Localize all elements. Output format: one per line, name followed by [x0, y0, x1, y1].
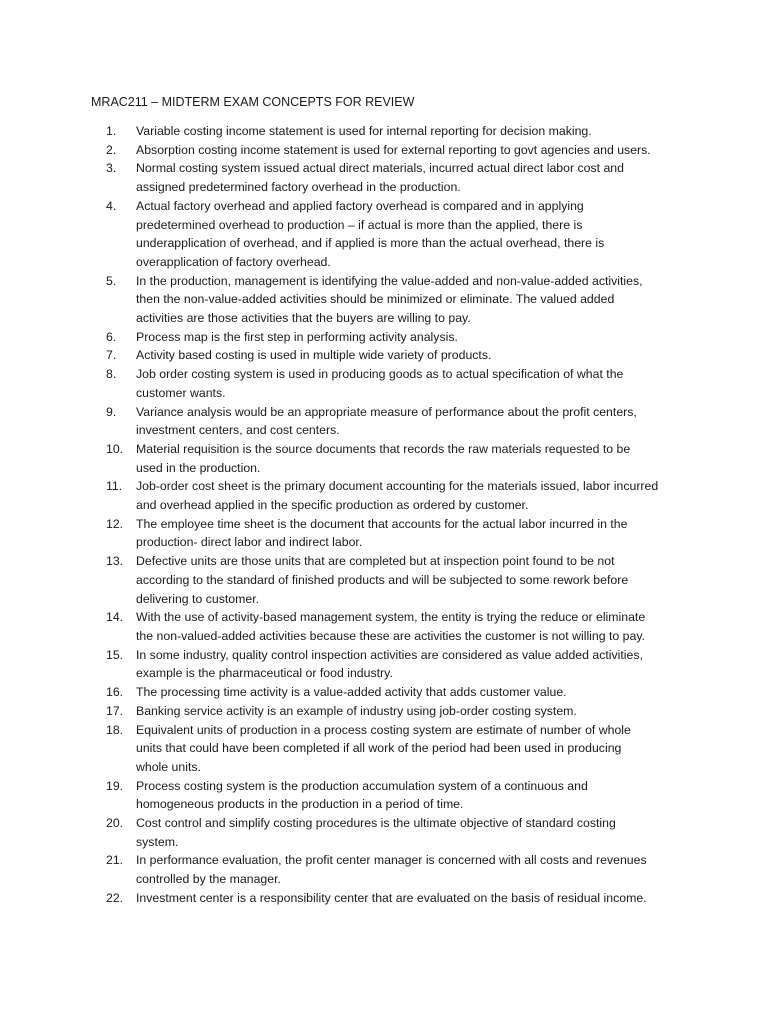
list-item-number-cell: [91, 646, 136, 683]
list-item: [91, 777, 691, 814]
list-item-text: Defective units are those units that are completed but at inspection point found to be not according to the standard of finished products and will be subjected to some rework before delivering to customer.: [136, 554, 629, 606]
list-item-number-cell: [91, 721, 136, 777]
list-item: [91, 552, 691, 608]
list-item-text: In performance evaluation, the profit center manager is concerned with all costs and revenues controlled by the manager.: [136, 853, 647, 887]
list-item-number: 4.: [106, 198, 117, 213]
list-item-number: 19.: [106, 778, 124, 793]
list-item-number-cell: [91, 440, 136, 477]
list-item-text: Variance analysis would be an appropriate measure of performance about the profit centers, investment centers, and cost centers.: [136, 404, 637, 438]
list-item-number-cell: [91, 159, 136, 196]
list-item-number: 1.: [106, 124, 117, 138]
list-item: [91, 197, 691, 272]
list-item-number-cell: [91, 346, 136, 365]
list-item-number-cell: [91, 197, 136, 272]
list-item: [91, 515, 691, 552]
list-item-number-cell: [91, 365, 136, 402]
list-item-text: Investment center is a responsibility center that are evaluated on the basis of residual income.: [136, 890, 647, 905]
list-item-number: 11.: [106, 479, 123, 494]
list-item: [91, 646, 691, 683]
list-item-number: 7.: [106, 348, 117, 363]
list-item: [91, 122, 691, 141]
list-item-text: Variable costing income statement is used for internal reporting for decision making.: [136, 124, 592, 138]
list-item-number: 3.: [106, 161, 117, 176]
list-item-number-cell: [91, 141, 136, 160]
list-item-number: 18.: [106, 722, 124, 737]
list-item: [91, 814, 691, 851]
list-item-number-cell: [91, 851, 136, 888]
list-item-number: 14.: [106, 610, 124, 625]
list-item-text: In the production, management is identifying the value-added and non-value-added activities, then the non-value-added activities should be minimized or eliminate. The valued added activities are those activities that the buyers are willing to pay.: [136, 273, 643, 326]
list-item-number: 10.: [106, 441, 124, 456]
list-item: [91, 141, 691, 160]
list-item-text: Normal costing system issued actual direct materials, incurred actual direct labor cost and assigned predetermined factory overhead in the production.: [136, 161, 624, 195]
list-item: [91, 608, 691, 645]
list-item: [91, 477, 691, 514]
list-item-number: 21.: [106, 853, 124, 868]
document-title: MRAC211 – MIDTERM EXAM CONCEPTS FOR REVIEW: [91, 95, 415, 109]
list-item-number-cell: [91, 328, 136, 347]
list-item-text: In some industry, quality control inspection activities are considered as value added activities, example is the pharmaceutical or food industry.: [136, 647, 643, 681]
list-item-text: Absorption costing income statement is used for external reporting to govt agencies and users.: [136, 142, 651, 157]
list-item: [91, 403, 691, 440]
list-item-text: Equivalent units of production in a process costing system are estimate of number of whole units that could have been completed if all work of the period had been used in producing whole units.: [136, 722, 631, 774]
list-item: [91, 272, 691, 328]
list-item-number: 13.: [106, 554, 124, 569]
list-item-text: Actual factory overhead and applied factory overhead is compared and in applying predetermined overhead to production – if actual is more than the applied, there is underapplication of overhead, and if applied is more than the actual overhead, there is overapplication of factory overhead.: [136, 198, 605, 269]
list-item-number-cell: [91, 702, 136, 721]
list-item: [91, 721, 691, 777]
list-item-number-cell: [91, 515, 136, 552]
list-item: [91, 851, 691, 888]
list-item-number: 20.: [106, 816, 124, 831]
list-item-number: 12.: [106, 516, 124, 531]
list-item-number-cell: [91, 777, 136, 814]
list-item-number: 8.: [106, 367, 117, 382]
list-item-number-cell: [91, 552, 136, 608]
list-item-number: 9.: [106, 404, 117, 419]
list-item-text: The processing time activity is a value-added activity that adds customer value.: [136, 685, 567, 700]
list-item-number-cell: [91, 889, 136, 908]
list-item-number: 16.: [106, 685, 124, 700]
list-item: [91, 440, 691, 477]
list-item-number: 5.: [106, 273, 117, 288]
list-item-text: Material requisition is the source documents that records the raw materials requested to be used in the production.: [136, 441, 631, 475]
list-item-number: 2.: [106, 142, 117, 157]
list-item: [91, 328, 691, 347]
list-item-number: 6.: [106, 329, 117, 344]
list-item: [91, 346, 691, 365]
list-item-number: 17.: [106, 703, 124, 718]
list-item-number-cell: [91, 608, 136, 645]
list-item: [91, 889, 691, 908]
list-item: [91, 702, 691, 721]
list-item-text: With the use of activity-based management system, the entity is trying the reduce or eliminate the non-valued-added activities because these are activities the customer is not willing to pay.: [136, 610, 646, 643]
list-item-number: 22.: [106, 890, 124, 905]
list-item-text: Cost control and simplify costing procedures is the ultimate objective of standard costing system.: [136, 816, 616, 849]
list-item-number-cell: [91, 403, 136, 440]
list-item: [91, 365, 691, 402]
list-item-text: The employee time sheet is the document that accounts for the actual labor incurred in the production- direct labor and indirect labor.: [136, 516, 628, 550]
list-item: [91, 159, 691, 196]
list-item-number-cell: [91, 122, 136, 141]
list-item-number: 15.: [106, 647, 124, 662]
list-item-text: Process costing system is the production accumulation system of a continuous and homogeneous products in the production in a period of time.: [136, 778, 588, 812]
list-item-text: Activity based costing is used in multiple wide variety of products.: [136, 348, 492, 363]
list-item-text: Job-order cost sheet is the primary document accounting for the materials issued, labor incurred and overhead applied in the specific production as ordered by customer.: [136, 479, 659, 513]
list-item-text: Job order costing system is used in producing goods as to actual specification of what the customer wants.: [136, 367, 624, 400]
list-item-number-cell: [91, 272, 136, 328]
review-list: [91, 122, 691, 908]
list-item-text: Banking service activity is an example of industry using job-order costing system.: [136, 703, 577, 718]
list-item-number-cell: [91, 683, 136, 702]
list-item-number-cell: [91, 814, 136, 851]
list-item-number-cell: [91, 477, 136, 514]
list-item-text: Process map is the first step in performing activity analysis.: [136, 329, 458, 344]
list-item: [91, 683, 691, 702]
